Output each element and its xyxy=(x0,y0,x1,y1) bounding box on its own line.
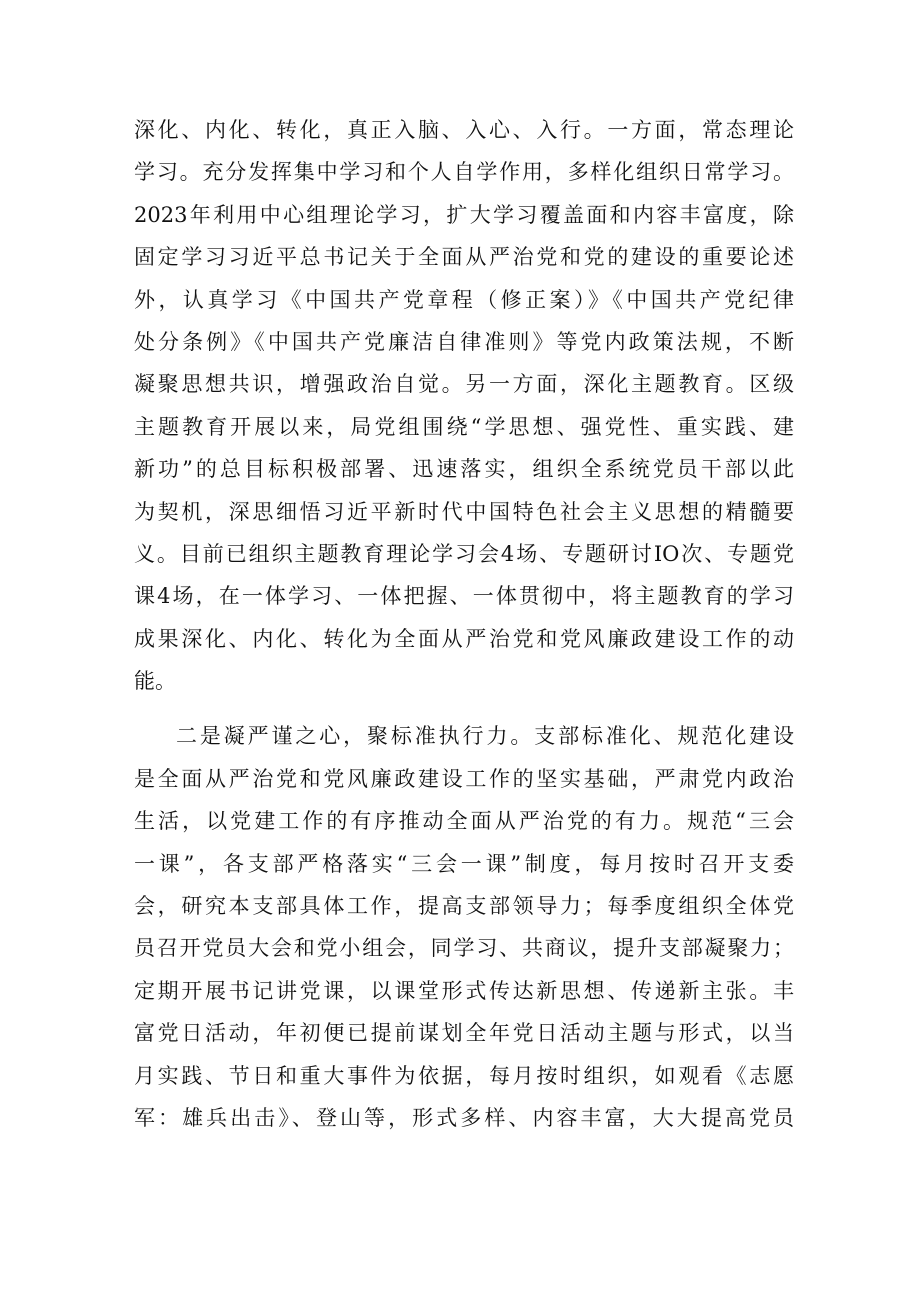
text-line: 固定学习习近平总书记关于全面从严治党和党的建设的重要论述 xyxy=(134,245,794,270)
text-line: 员召开党员大会和党小组会，同学习、共商议，提升支部凝聚力； xyxy=(134,936,794,961)
text-line: 能。 xyxy=(134,669,176,694)
text-line: 成果深化、内化、转化为全面从严治党和党风廉政建设工作的动 xyxy=(134,626,794,651)
text-line: 主题教育开展以来，局党组围绕“学思想、强党性、重实践、建 xyxy=(134,414,794,439)
text-line: 军：雄兵出击》、登山等，形式多样、内容丰富，大大提高党员 xyxy=(134,1105,794,1130)
paragraph-1 xyxy=(134,109,794,702)
text-line: 一课”，各支部严格落实“三会一课”制度，每月按时召开支委 xyxy=(134,851,794,876)
text-line: 义。目前已组织主题教育理论学习会4场、专题研讨IO次、专题党 xyxy=(134,541,794,566)
text-line: 为契机，深思细悟习近平新时代中国特色社会主义思想的精髓要 xyxy=(134,499,794,524)
paragraph-2 xyxy=(134,715,794,1139)
text-line: 凝聚思想共识，增强政治自觉。另一方面，深化主题教育。区级 xyxy=(134,372,794,397)
text-line: 外，认真学习《中国共产党章程（修正案）》《中国共产党纪律 xyxy=(134,287,794,312)
text-line: 富党日活动，年初便已提前谋划全年党日活动主题与形式，以当 xyxy=(134,1021,794,1046)
text-line: 月实践、节日和重大事件为依据，每月按时组织，如观看《志愿 xyxy=(134,1063,794,1088)
paragraph-gap xyxy=(134,702,794,715)
text-line: 深化、内化、转化，真正入脑、入心、入行。一方面，常态理论 xyxy=(134,118,794,142)
text-line: 处分条例》《中国共产党廉洁自律准则》等党内政策法规，不断 xyxy=(134,329,794,354)
text-line: 课4场，在一体学习、一体把握、一体贯彻中，将主题教育的学习 xyxy=(134,584,794,609)
text-line: 定期开展书记讲党课，以课堂形式传达新思想、传递新主张。丰 xyxy=(134,978,794,1003)
text-line: 是全面从严治党和党风廉政建设工作的坚实基础，严肃党内政治 xyxy=(134,766,794,791)
text-line: 二是凝严谨之心，聚标准执行力。支部标准化、规范化建设 xyxy=(176,724,794,749)
text-line: 会，研究本支部具体工作，提高支部领导力；每季度组织全体党 xyxy=(134,894,794,919)
document-body xyxy=(134,109,794,1139)
text-line: 学习。充分发挥集中学习和个人自学作用，多样化组织日常学习。 xyxy=(134,160,794,185)
text-line: 2023年利用中心组理论学习，扩大学习覆盖面和内容丰富度，除 xyxy=(134,202,794,227)
text-line: 生活，以党建工作的有序推动全面从严治党的有力。规范“三会 xyxy=(134,809,794,834)
text-line: 新功”的总目标积极部署、迅速落实，组织全系统党员干部以此 xyxy=(134,457,794,482)
